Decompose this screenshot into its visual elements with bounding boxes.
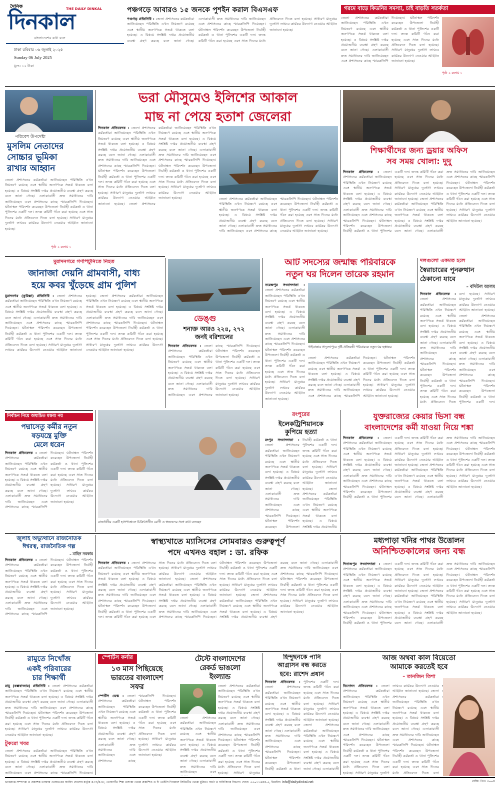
- footer-reg: রেজি: ডিএ ৩০০৪: [471, 779, 495, 783]
- fishing-boat-photo: [219, 126, 338, 194]
- sports-right-headline-2[interactable]: রেকর্ড ভাঙলো: [199, 664, 241, 672]
- dengue-body: দিনকাল প্রতিবেদক : জেলা প্রশাসনের কর্মকর্তারা জানিয়েছেন পরিস্থিতি এখন নিয়ন্ত্রণে রয়েছে এবং স্থানীয় জনগণকে সতর্ক থাকতে বলা হয়েছে। এ বিষয়ে সংশ্লিষ্ট দপ্তর প্রয়োজনীয় ব্যবস্থা গ্রহণ করছে বলে জানা গেছে। এলাকাবাসী দ্রুত সমাধানের দাবি জানিয়েছেন এবং প্রশাসনের কাছে স্মারকলিপি দিয়েছেন। ঘটনাস্থল পরিদর্শন করেছেন উপজেলা নির্বাহী কর্মকর্তা ও থানা পুলিশের একটি দল। তদন্ত কমিটি গঠন করা হয়েছে এবং সাত দিনের মধ্যে প্রতিবেদন দিতে বলা হয়েছে। সাধারণ মানুষের দুর্ভোগ লাঘবে কার্যকর উদ্যোগ নেওয়ার আহ্বান জানানো হয়েছে।: [168, 344, 260, 397]
- new-house-photo: [308, 283, 415, 343]
- muradnagar-headline-2[interactable]: হয়ে কবর খুঁড়েছে গ্রাম পুলিশ: [31, 280, 137, 292]
- cricketer-icon: [180, 684, 216, 714]
- footer-text: ভারপ্রাপ্ত সম্পাদক ও প্রকাশক ডাক্তার এজেডএম জাহিদ হোসেন কর্তৃক ৪৩৭/৪৩৮, তেজগাঁও শিল্প এলাকা থেকে প্রকাশিত ও দি ডেইলি দিনকাল লিমিটেড থেকে মুদ্রিত। বার্তা ও বাণিজ্যিক বিভাগ: ফোন: ৫৫০১১৬৪৪-৫, ইমেইল: info@dailydinkal.net: [5, 780, 314, 784]
- sports-right-headline-1[interactable]: টেস্টে বাংলাদেশের: [194, 655, 246, 663]
- muslim-headline-2[interactable]: সোচ্চার ভূমিকা: [7, 153, 58, 163]
- dudu-story: [343, 90, 495, 255]
- actress-photo: [443, 678, 495, 776]
- actress-portrait-icon: [443, 678, 495, 776]
- rangpur-kicker: রংপুরের: [292, 412, 310, 418]
- chuto-khobor-kicker: টুকরো খবর: [5, 741, 29, 747]
- oms-story: [265, 535, 337, 537]
- muslim-headline-1[interactable]: মুসলিম নেতাদের: [7, 142, 64, 152]
- visa-headline-1[interactable]: যুক্তরাজ্যের কেয়ার ভিসা বন্ধ: [373, 412, 465, 421]
- entertainment-headline-1[interactable]: আজ অথবা কাল বিয়েতো: [382, 654, 456, 662]
- hindu-headline-3[interactable]: হবে: রাশেদ প্রধান: [279, 670, 325, 678]
- masthead-date-bn: ঢাকা রবিবার ০৬ জুলাই ২০২৫: [14, 47, 64, 52]
- tarek-caption: গাইবান্ধার সাদুল্যাপুরে দৃষ্টি প্রতিবন্ধী পরিবারকে নতুন ঘর হস্তান্তর: [308, 345, 392, 349]
- padma-body: দিনকাল প্রতিবেদক : জেলা প্রশাসনের কর্মকর্তারা জানিয়েছেন পরিস্থিতি এখন নিয়ন্ত্রণে রয়েছে এবং স্থানীয় জনগণকে সতর্ক থাকতে বলা হয়েছে। এ বিষয়ে সংশ্লিষ্ট দপ্তর প্রয়োজনীয় ব্যবস্থা গ্রহণ করছে বলে জানা গেছে। এলাকাবাসী দ্রুত সমাধানের দাবি জানিয়েছেন এবং প্রশাসনের কাছে স্মারকলিপি দিয়েছেন। ঘটনাস্থল পরিদর্শন করেছেন উপজেলা নির্বাহী কর্মকর্তা ও থানা পুলিশের একটি দল। তদন্ত কমিটি গঠন করা হয়েছে এবং সাত দিনের মধ্যে প্রতিবেদন দিতে বলা হয়েছে। সাধারণ মানুষের দুর্ভোগ লাঘবে কার্যকর উদ্যোগ নেওয়ার আহ্বান জানানো হয়েছে।: [5, 451, 93, 510]
- tarek-body-right: জেলা প্রশাসনের কর্মকর্তারা জানিয়েছেন পরিস্থিতি এখন নিয়ন্ত্রণে রয়েছে এবং স্থানীয় জনগণকে সতর্ক থাকতে বলা হয়েছে। এ বিষয়ে সংশ্লিষ্ট দপ্তর প্রয়োজনীয় ব্যবস্থা গ্রহণ করছে বলে জানা গেছে। এলাকাবাসী দ্রুত সমাধানের দাবি জানিয়েছেন এবং প্রশাসনের কাছে স্মারকলিপি দিয়েছেন। ঘটনাস্থল পরিদর্শন করেছেন উপজেলা নির্বাহী কর্মকর্তা ও থানা পুলিশের একটি দল। তদন্ত কমিটি গঠন করা হয়েছে এবং সাত দিনের মধ্যে প্রতিবেদন দিতে বলা হয়েছে। সাধারণ মানুষের দুর্ভোগ লাঘবে কার্যকর উদ্যোগ নেওয়ার আহ্বান জানানো হয়েছে।: [308, 356, 415, 398]
- missing-headline-2[interactable]: একই পরিবারের: [26, 663, 72, 673]
- footer: [5, 779, 495, 786]
- stone-kicker: মধ্যপাড়া খনির পাথর উত্তোলন: [373, 536, 465, 545]
- muslim-body: জেলা প্রশাসনের কর্মকর্তারা জানিয়েছেন পরিস্থিতি এখন নিয়ন্ত্রণে রয়েছে এবং স্থানীয় জনগণকে সতর্ক থাকতে বলা হয়েছে। এ বিষয়ে সংশ্লিষ্ট দপ্তর প্রয়োজনীয় ব্যবস্থা গ্রহণ করছে বলে জানা গেছে। এলাকাবাসী দ্রুত সমাধানের দাবি জানিয়েছেন এবং প্রশাসনের কাছে স্মারকলিপি দিয়েছেন। ঘটনাস্থল পরিদর্শন করেছেন উপজেলা নির্বাহী কর্মকর্তা ও থানা পুলিশের একটি দল। তদন্ত কমিটি গঠন করা হয়েছে এবং সাত দিনের মধ্যে প্রতিবেদন দিতে বলা হয়েছে। সাধারণ মানুষের দুর্ভোগ লাঘবে কার্যকর উদ্যোগ নেওয়ার আহ্বান জানানো হয়েছে।: [5, 178, 93, 231]
- kidney-photo: [442, 17, 494, 67]
- missing-story: [5, 654, 93, 774]
- dudu-headline-1[interactable]: শিক্ষার্থীদের জন্য ড্রয়ার অফিস: [370, 145, 468, 155]
- dengue-story: [168, 259, 260, 409]
- top-story: [127, 5, 337, 83]
- muradnagar-body: মুরাদনগর (কুমিল্লা) প্রতিনিধি : জেলা প্রশাসনের কর্মকর্তারা জানিয়েছেন পরিস্থিতি এখন নিয়ন্ত্রণে রয়েছে এবং স্থানীয় জনগণকে সতর্ক থাকতে বলা হয়েছে। এ বিষয়ে সংশ্লিষ্ট দপ্তর প্রয়োজনীয় ব্যবস্থা গ্রহণ করছে বলে জানা গেছে। এলাকাবাসী দ্রুত সমাধানের দাবি জানিয়েছেন এবং প্রশাসনের কাছে স্মারকলিপি দিয়েছেন। ঘটনাস্থল পরিদর্শন করেছেন উপজেলা নির্বাহী কর্মকর্তা ও থানা পুলিশের একটি দল। তদন্ত কমিটি গঠন করা হয়েছে এবং সাত দিনের মধ্যে প্রতিবেদন দিতে বলা হয়েছে। সাধারণ মানুষের দুর্ভোগ লাঘবে কার্যকর উদ্যোগ নেওয়ার আহ্বান জানানো হয়েছে। জেলা প্রশাসনের কর্মকর্তারা জানিয়েছেন পরিস্থিতি এখন নিয়ন্ত্রণে রয়েছে এবং স্থানীয় জনগণকে সতর্ক থাকতে বলা হয়েছে। এ বিষয়ে সংশ্লিষ্ট দপ্তর প্রয়োজনীয় ব্যবস্থা গ্রহণ করছে বলে জানা গেছে। এলাকাবাসী দ্রুত সমাধানের দাবি জানিয়েছেন এবং প্রশাসনের কাছে স্মারকলিপি দিয়েছেন। ঘটনাস্থল পরিদর্শন করেছেন উপজেলা নির্বাহী কর্মকর্তা ও থানা পুলিশের একটি দল। তদন্ত কমিটি গঠন করা হয়েছে এবং সাত দিনের মধ্যে প্রতিবেদন দিতে বলা হয়েছে। সাধারণ মানুষের দুর্ভোগ লাঘবে কার্যকর উদ্যোগ নেওয়ার আহ্বান জানানো হয়েছে।: [5, 294, 163, 353]
- masthead-date-en: Sunday 06 July 2025: [14, 55, 52, 60]
- sports-right-headline-3[interactable]: ইংল্যান্ড: [209, 673, 231, 681]
- visa-headline-2[interactable]: বাংলাদেশের কর্মী যাওয়া নিয়ে শঙ্কা: [364, 422, 474, 432]
- muradnagar-story: [5, 259, 163, 409]
- hindu-body: দিনকাল প্রতিবেদক : জেলা প্রশাসনের কর্মকর্তারা জানিয়েছেন পরিস্থিতি এখন নিয়ন্ত্রণে রয়েছে এবং স্থানীয় জনগণকে সতর্ক থাকতে বলা হয়েছে। এ বিষয়ে সংশ্লিষ্ট দপ্তর প্রয়োজনীয় ব্যবস্থা গ্রহণ করছে বলে জানা গেছে। এলাকাবাসী দ্রুত সমাধানের দাবি জানিয়েছেন এবং প্রশাসনের কাছে স্মারকলিপি দিয়েছেন। ঘটনাস্থল পরিদর্শন করেছেন উপজেলা নির্বাহী কর্মকর্তা ও থানা পুলিশের একটি দল। তদন্ত কমিটি গঠন করা হয়েছে এবং সাত দিনের মধ্যে প্রতিবেদন দিতে বলা হয়েছে। সাধারণ মানুষের দুর্ভোগ লাঘবে কার্যকর উদ্যোগ নেওয়ার আহ্বান জানানো হয়েছে। জেলা প্রশাসনের কর্মকর্তারা জানিয়েছেন পরিস্থিতি এখন নিয়ন্ত্রণে রয়েছে এবং স্থানীয় জনগণকে সতর্ক থাকতে বলা হয়েছে। এ বিষয়ে সংশ্লিষ্ট দপ্তর প্রয়োজনীয় ব্যবস্থা গ্রহণ করছে বলে জানা গেছে। এলাকাবাসী: [265, 680, 339, 771]
- tarek-headline-1[interactable]: আট সদস্যের জন্মান্ধ পরিবারকে: [284, 258, 396, 268]
- dengue-label: ডেঙ্গু: [194, 314, 217, 323]
- sports-left-headline-1[interactable]: ১৩ মাস পিছিয়েছে: [111, 665, 163, 673]
- padma-headline-3[interactable]: মেলে ধরেন: [33, 441, 65, 450]
- padma-headline-1[interactable]: পদ্মাসেতু কর্মীর নতুন: [21, 422, 77, 431]
- health-headline-2[interactable]: পদে এখনও বহাল : ডা. রফিক: [167, 547, 269, 558]
- tarek-body-left: নরেন্দ্রপুর সংবাদদাতা : জেলা প্রশাসনের কর্মকর্তারা জানিয়েছেন পরিস্থিতি এখন নিয়ন্ত্রণে রয়েছে এবং স্থানীয় জনগণকে সতর্ক থাকতে বলা হয়েছে। এ বিষয়ে সংশ্লিষ্ট দপ্তর প্রয়োজনীয় ব্যবস্থা গ্রহণ করছে বলে জানা গেছে। এলাকাবাসী দ্রুত সমাধানের দাবি জানিয়েছেন এবং প্রশাসনের কাছে স্মারকলিপি দিয়েছেন। ঘটনাস্থল পরিদর্শন করেছেন উপজেলা নির্বাহী কর্মকর্তা ও থানা পুলিশের একটি দল। তদন্ত কমিটি গঠন করা হয়েছে এবং সাত দিনের মধ্যে প্রতিবেদন দিতে বলা হয়েছে। সাধারণ মানুষের দুর্ভোগ লাঘবে কার্যকর উদ্যোগ নেওয়ার আহ্বান জানানো হয়েছে।: [265, 283, 305, 401]
- stone-body: দিনাজপুর সংবাদদাতা : জেলা প্রশাসনের কর্মকর্তারা জানিয়েছেন পরিস্থিতি এখন নিয়ন্ত্রণে রয়েছে এবং স্থানীয় জনগণকে সতর্ক থাকতে বলা হয়েছে। এ বিষয়ে সংশ্লিষ্ট দপ্তর প্রয়োজনীয় ব্যবস্থা গ্রহণ করছে বলে জানা গেছে। এলাকাবাসী দ্রুত সমাধানের দাবি জানিয়েছেন এবং প্রশাসনের কাছে স্মারকলিপি দিয়েছেন। ঘটনাস্থল পরিদর্শন করেছেন উপজেলা নির্বাহী কর্মকর্তা ও থানা পুলিশের একটি দল। তদন্ত কমিটি গঠন করা হয়েছে এবং সাত দিনের মধ্যে প্রতিবেদন দিতে বলা হয়েছে। সাধারণ মানুষের দুর্ভোগ লাঘবে কার্যকর উদ্যোগ নেওয়ার আহ্বান জানানো হয়েছে। জেলা প্রশাসনের কর্মকর্তারা জানিয়েছেন পরিস্থিতি এখন নিয়ন্ত্রণে রয়েছে এবং স্থানীয় জনগণকে সতর্ক থাকতে বলা হয়েছে। এ বিষয়ে সংশ্লিষ্ট দপ্তর প্রয়োজনীয় ব্যবস্থা গ্রহণ করছে বলে জানা গেছে। এলাকাবাসী দ্রুত সমাধানের দাবি জানিয়েছেন এবং প্রশাসনের কাছে স্মারকলিপি দিয়েছেন। ঘটনাস্থল পরিদর্শন করেছেন উপজেলা নির্বাহী কর্মকর্তা ও থানা পুলিশের একটি দল। তদন্ত কমিটি গঠন করা হয়েছে এবং সাত দিনের মধ্যে প্রতিবেদন দিতে বলা হয়েছে। সাধারণ মানুষের দুর্ভোগ লাঘবে কার্যকর উদ্যোগ নেওয়ার আহ্বান জানানো হয়েছে।: [343, 562, 495, 626]
- muslim-story: [5, 90, 93, 252]
- tarek-headline-2[interactable]: নতুন ঘর দিলেন তারেক রহমান: [286, 269, 394, 280]
- visa-body: দিনকাল প্রতিবেদক : জেলা প্রশাসনের কর্মকর্তারা জানিয়েছেন পরিস্থিতি এখন নিয়ন্ত্রণে রয়েছে এবং স্থানীয় জনগণকে সতর্ক থাকতে বলা হয়েছে। এ বিষয়ে সংশ্লিষ্ট দপ্তর প্রয়োজনীয় ব্যবস্থা গ্রহণ করছে বলে জানা গেছে। এলাকাবাসী দ্রুত সমাধানের দাবি জানিয়েছেন এবং প্রশাসনের কাছে স্মারকলিপি দিয়েছেন। ঘটনাস্থল পরিদর্শন করেছেন উপজেলা নির্বাহী কর্মকর্তা ও থানা পুলিশের একটি দল। তদন্ত কমিটি গঠন করা হয়েছে এবং সাত দিনের মধ্যে প্রতিবেদন দিতে বলা হয়েছে। সাধারণ মানুষের দুর্ভোগ লাঘবে কার্যকর উদ্যোগ নেওয়ার আহ্বান জানানো হয়েছে। জেলা প্রশাসনের কর্মকর্তারা জানিয়েছেন পরিস্থিতি এখন নিয়ন্ত্রণে রয়েছে এবং স্থানীয় জনগণকে সতর্ক থাকতে বলা হয়েছে। এ বিষয়ে সংশ্লিষ্ট দপ্তর প্রয়োজনীয় ব্যবস্থা গ্রহণ করছে বলে জানা গেছে। এলাকাবাসী দ্রুত সমাধানের দাবি জানিয়েছেন এবং প্রশাসনের কাছে স্মারকলিপি দিয়েছেন। ঘটনাস্থল পরিদর্শন করেছেন উপজেলা নির্বাহী কর্মকর্তা ও থানা পুলিশের একটি দল। তদন্ত কমিটি গঠন করা হয়েছে এবং সাত দিনের মধ্যে প্রতিবেদন দিতে বলা হয়েছে। সাধারণ মানুষের দুর্ভোগ লাঘবে কার্যকর উদ্যোগ নেওয়ার আহ্বান জানানো হয়েছে।: [343, 436, 495, 500]
- lead-story: [98, 90, 338, 255]
- health-body: দিনকাল প্রতিবেদক : জেলা প্রশাসনের কর্মকর্তারা জানিয়েছেন পরিস্থিতি এখন নিয়ন্ত্রণে রয়েছে এবং স্থানীয় জনগণকে সতর্ক থাকতে বলা হয়েছে। এ বিষয়ে সংশ্লিষ্ট দপ্তর প্রয়োজনীয় ব্যবস্থা গ্রহণ করছে বলে জানা গেছে। এলাকাবাসী দ্রুত সমাধানের দাবি জানিয়েছেন এবং প্রশাসনের কাছে স্মারকলিপি দিয়েছেন। ঘটনাস্থল পরিদর্শন করেছেন উপজেলা নির্বাহী কর্মকর্তা ও থানা পুলিশের একটি দল। তদন্ত কমিটি গঠন করা হয়েছে এবং সাত দিনের মধ্যে প্রতিবেদন দিতে বলা হয়েছে। সাধারণ মানুষের দুর্ভোগ লাঘবে কার্যকর উদ্যোগ নেওয়ার আহ্বান জানানো হয়েছে। জেলা প্রশাসনের কর্মকর্তারা জানিয়েছেন পরিস্থিতি এখন নিয়ন্ত্রণে রয়েছে এবং স্থানীয় জনগণকে সতর্ক থাকতে বলা হয়েছে। এ বিষয়ে সংশ্লিষ্ট দপ্তর প্রয়োজনীয় ব্যবস্থা গ্রহণ করছে বলে জানা গেছে। এলাকাবাসী দ্রুত সমাধানের দাবি জানিয়েছেন এবং প্রশাসনের কাছে স্মারকলিপি দিয়েছেন। ঘটনাস্থল পরিদর্শন করেছেন উপজেলা নির্বাহী কর্মকর্তা ও থানা পুলিশের একটি দল। তদন্ত কমিটি গঠন করা হয়েছে এবং সাত দিনের মধ্যে প্রতিবেদন দিতে বলা হয়েছে। সাধারণ মানুষের দুর্ভোগ লাঘবে কার্যকর উদ্যোগ নেওয়ার আহ্বান জানানো হয়েছে। জেলা প্রশাসনের কর্মকর্তারা জানিয়েছেন পরিস্থিতি এখন নিয়ন্ত্রণে রয়েছে এবং স্থানীয় জনগণকে সতর্ক থাকতে বলা হয়েছে। এ বিষয়ে সংশ্লিষ্ট দপ্তর প্রয়োজনীয় ব্যবস্থা গ্রহণ করছে বলে জানা গেছে। এলাকাবাসী দ্রুত সমাধানের দাবি জানিয়েছেন এবং প্রশাসনের কাছে স্মারকলিপি দিয়েছেন। ঘটনাস্থল পরিদর্শন করেছেন উপজেলা নির্বাহী কর্মকর্তা ও থানা পুলিশের একটি দল। তদন্ত কমিটি গঠন করা হয়েছে এবং সাত দিনের মধ্যে প্রতিবেদন দিতে বলা হয়েছে। সাধারণ মানুষের দুর্ভোগ লাঘবে কার্যকর উদ্যোগ নেওয়ার আহ্বান জানানো হয়েছে।: [98, 561, 338, 620]
- july-headline-2[interactable]: ঈশ্বরত্ব, রাজনৈতিক গল্প: [22, 543, 76, 550]
- stone-headline-1[interactable]: অনিশ্চিতকালের জন্য বন্ধ: [372, 545, 466, 557]
- top-story-body: পঞ্চগড় প্রতিনিধি : জেলা প্রশাসনের কর্মকর্তারা জানিয়েছেন পরিস্থিতি এখন নিয়ন্ত্রণে রয়েছে এবং স্থানীয় জনগণকে সতর্ক থাকতে বলা হয়েছে। এ বিষয়ে সংশ্লিষ্ট দপ্তর প্রয়োজনীয় ব্যবস্থা গ্রহণ করছে বলে জানা গেছে। এলাকাবাসী দ্রুত সমাধানের দাবি জানিয়েছেন এবং প্রশাসনের কাছে স্মারকলিপি দিয়েছেন। ঘটনাস্থল পরিদর্শন করেছেন উপজেলা নির্বাহী কর্মকর্তা ও থানা পুলিশের একটি দল। তদন্ত কমিটি গঠন করা হয়েছে এবং সাত দিনের মধ্যে প্রতিবেদন দিতে বলা হয়েছে। সাধারণ মানুষের দুর্ভোগ লাঘবে কার্যকর উদ্যোগ নেওয়ার আহ্বান জানানো হয়েছে।: [127, 17, 337, 43]
- july-body: দিনকাল প্রতিবেদক : জেলা প্রশাসনের কর্মকর্তারা জানিয়েছেন পরিস্থিতি এখন নিয়ন্ত্রণে রয়েছে এবং স্থানীয় জনগণকে সতর্ক থাকতে বলা হয়েছে। এ বিষয়ে সংশ্লিষ্ট দপ্তর প্রয়োজনীয় ব্যবস্থা গ্রহণ করছে বলে জানা গেছে। এলাকাবাসী দ্রুত সমাধানের দাবি জানিয়েছেন এবং প্রশাসনের কাছে স্মারকলিপি দিয়েছেন। ঘটনাস্থল পরিদর্শন করেছেন উপজেলা নির্বাহী কর্মকর্তা ও থানা পুলিশের একটি দল। তদন্ত কমিটি গঠন করা হয়েছে এবং সাত দিনের মধ্যে প্রতিবেদন দিতে বলা হয়েছে। সাধারণ মানুষের দুর্ভোগ লাঘবে কার্যকর উদ্যোগ নেওয়ার আহ্বান জানানো হয়েছে।: [5, 558, 93, 617]
- missing-headline-1[interactable]: রামুতে নিখোঁজ: [27, 654, 71, 663]
- health-headline-1[interactable]: স্বাস্থ্যখাতে ম্যাসিসের সোমবারও গুরুত্বপূর্ণ: [150, 536, 286, 546]
- padma-story: [5, 413, 93, 531]
- side-top-story: [341, 5, 495, 85]
- july-story: [5, 536, 93, 648]
- rangpur-body: রংপুর সংবাদদাতা : জেলা প্রশাসনের কর্মকর্তারা জানিয়েছেন পরিস্থিতি এখন নিয়ন্ত্রণে রয়েছে এবং স্থানীয় জনগণকে সতর্ক থাকতে বলা হয়েছে। এ বিষয়ে সংশ্লিষ্ট দপ্তর প্রয়োজনীয় ব্যবস্থা গ্রহণ করছে বলে জানা গেছে। এলাকাবাসী দ্রুত সমাধানের দাবি জানিয়েছেন এবং প্রশাসনের কাছে স্মারকলিপি দিয়েছেন। ঘটনাস্থল পরিদর্শন করেছেন উপজেলা নির্বাহী কর্মকর্তা ও থানা পুলিশের একটি দল। তদন্ত কমিটি গঠন করা হয়েছে এবং সাত দিনের মধ্যে প্রতিবেদন দিতে বলা হয়েছে। সাধারণ মানুষের দুর্ভোগ লাঘবে কার্যকর উদ্যোগ নেওয়ার আহ্বান জানানো হয়েছে। জেলা প্রশাসনের কর্মকর্তারা জানিয়েছেন পরিস্থিতি এখন নিয়ন্ত্রণে রয়েছে এবং স্থানীয় জনগণকে সতর্ক থাকতে বলা হয়েছে। এ বিষয়ে সংশ্লিষ্ট দপ্তর প্রয়োজনীয়: [265, 438, 337, 529]
- stone-story: [343, 536, 495, 650]
- muslim-more[interactable]: পৃষ্ঠা ২ কলাম ১: [51, 245, 72, 249]
- health-story: [98, 536, 338, 650]
- lead-body-left: দিনকাল প্রতিবেদক : জেলা প্রশাসনের কর্মকর্তারা জানিয়েছেন পরিস্থিতি এখন নিয়ন্ত্রণে রয়েছে এবং স্থানীয় জনগণকে সতর্ক থাকতে বলা হয়েছে। এ বিষয়ে সংশ্লিষ্ট দপ্তর প্রয়োজনীয় ব্যবস্থা গ্রহণ করছে বলে জানা গেছে। এলাকাবাসী দ্রুত সমাধানের দাবি জানিয়েছেন এবং প্রশাসনের কাছে স্মারকলিপি দিয়েছেন। ঘটনাস্থল পরিদর্শন করেছেন উপজেলা নির্বাহী কর্মকর্তা ও থানা পুলিশের একটি দল। তদন্ত কমিটি গঠন করা হয়েছে এবং সাত দিনের মধ্যে প্রতিবেদন দিতে বলা হয়েছে। সাধারণ মানুষের দুর্ভোগ লাঘবে কার্যকর উদ্যোগ নেওয়ার আহ্বান জানানো হয়েছে। জেলা প্রশাসনের কর্মকর্তারা জানিয়েছেন পরিস্থিতি এখন নিয়ন্ত্রণে রয়েছে এবং স্থানীয় জনগণকে সতর্ক থাকতে বলা হয়েছে। এ বিষয়ে সংশ্লিষ্ট দপ্তর প্রয়োজনীয় ব্যবস্থা গ্রহণ করছে বলে জানা গেছে। এলাকাবাসী দ্রুত সমাধানের দাবি জানিয়েছেন এবং প্রশাসনের কাছে স্মারকলিপি দিয়েছেন। ঘটনাস্থল পরিদর্শন করেছেন উপজেলা নির্বাহী কর্মকর্তা ও থানা পুলিশের একটি দল। তদন্ত কমিটি গঠন করা হয়েছে এবং সাত দিনের মধ্যে প্রতিবেদন দিতে বলা হয়েছে। সাধারণ মানুষের দুর্ভোগ লাঘবে কার্যকর উদ্যোগ নেওয়ার আহ্বান জানানো হয়েছে।: [98, 126, 216, 206]
- side-top-story-headline[interactable]: গরমে বাড়ে কিডনির সমস্যা, চাই বাড়তি সতর্কতা: [341, 5, 495, 14]
- masthead-logo-small: দৈনিক: [10, 4, 23, 10]
- speaker-portrait-icon: [343, 90, 495, 142]
- lead-headline-1[interactable]: ভরা মৌসুমেও ইলিশের আকাল: [138, 91, 298, 106]
- hospital-scene-icon: [98, 410, 260, 518]
- dolgon-sub: – বদিউল আলম: [466, 284, 495, 290]
- advisor-photo: [5, 90, 93, 132]
- river-photo: [168, 259, 260, 311]
- tarek-story: [265, 258, 415, 408]
- sports-section: [98, 654, 260, 776]
- advisor-portrait-icon: [5, 90, 93, 132]
- dudu-headline-2[interactable]: সব সময় খোলা: দুদু: [386, 156, 452, 166]
- house-icon: [308, 283, 415, 343]
- sports-left-body: স্পোর্টস ডেস্ক : জেলা প্রশাসনের কর্মকর্তারা জানিয়েছেন পরিস্থিতি এখন নিয়ন্ত্রণে রয়েছে এবং স্থানীয় জনগণকে সতর্ক থাকতে বলা হয়েছে। এ বিষয়ে সংশ্লিষ্ট দপ্তর প্রয়োজনীয় ব্যবস্থা গ্রহণ করছে বলে জানা গেছে। এলাকাবাসী দ্রুত সমাধানের দাবি জানিয়েছেন এবং প্রশাসনের কাছে স্মারকলিপি দিয়েছেন। ঘটনাস্থল পরিদর্শন করেছেন উপজেলা নির্বাহী কর্মকর্তা ও থানা পুলিশের একটি দল। তদন্ত কমিটি গঠন করা হয়েছে এবং সাত দিনের মধ্যে প্রতিবেদন দিতে বলা হয়েছে। সাধারণ মানুষের দুর্ভোগ লাঘবে কার্যকর উদ্যোগ নেওয়ার আহ্বান জানানো হয়েছে।: [98, 694, 176, 763]
- hindu-story: [265, 654, 339, 776]
- sports-label: স্পোর্টস কর্নার: [98, 654, 137, 664]
- masthead-logo: দিনকাল: [8, 9, 76, 35]
- dolgon-headline-2[interactable]: ঠেকানো যাবে: [420, 274, 456, 283]
- side-top-story-body: জেলা প্রশাসনের কর্মকর্তারা জানিয়েছেন পরিস্থিতি এখন নিয়ন্ত্রণে রয়েছে এবং স্থানীয় জনগণকে সতর্ক থাকতে বলা হয়েছে। এ বিষয়ে সংশ্লিষ্ট দপ্তর প্রয়োজনীয় ব্যবস্থা গ্রহণ করছে বলে জানা গেছে। এলাকাবাসী দ্রুত সমাধানের দাবি জানিয়েছেন এবং প্রশাসনের কাছে স্মারকলিপি দিয়েছেন। ঘটনাস্থল পরিদর্শন করেছেন উপজেলা নির্বাহী কর্মকর্তা ও থানা পুলিশের একটি দল। তদন্ত কমিটি গঠন করা হয়েছে এবং সাত দিনের মধ্যে প্রতিবেদন দিতে বলা হয়েছে। সাধারণ মানুষের দুর্ভোগ লাঘবে কার্যকর উদ্যোগ নেওয়ার আহ্বান জানানো হয়েছে।: [341, 16, 439, 64]
- hindu-headline-1[interactable]: হিন্দুছনকে পানি: [283, 654, 321, 661]
- dengue-headline-2[interactable]: জনই বরিশালের: [195, 334, 233, 341]
- muslim-kicker: পরিবেশ উপদেষ্টা: [15, 135, 46, 140]
- entertainment-story: [343, 654, 495, 776]
- dolgon-kicker: দলগুলো একমত হলে: [420, 258, 466, 264]
- padma-kicker: নির্বাচন নিয়ে অযাচিত মন্তব্য নয়: [5, 413, 93, 421]
- fishing-boat-icon: [219, 126, 338, 194]
- masthead: [6, 4, 124, 76]
- muslim-headline-3[interactable]: রাখার আহ্বান: [7, 164, 56, 174]
- dolgon-body: দিনকাল প্রতিবেদক : জেলা প্রশাসনের কর্মকর্তারা জানিয়েছেন পরিস্থিতি এখন নিয়ন্ত্রণে রয়েছে এবং স্থানীয় জনগণকে সতর্ক থাকতে বলা হয়েছে। এ বিষয়ে সংশ্লিষ্ট দপ্তর প্রয়োজনীয় ব্যবস্থা গ্রহণ করছে বলে জানা গেছে। এলাকাবাসী দ্রুত সমাধানের দাবি জানিয়েছেন এবং প্রশাসনের কাছে স্মারকলিপি দিয়েছেন। ঘটনাস্থল পরিদর্শন করেছেন উপজেলা নির্বাহী কর্মকর্তা ও থানা পুলিশের একটি দল। তদন্ত কমিটি গঠন করা হয়েছে এবং সাত দিনের মধ্যে প্রতিবেদন দিতে বলা হয়েছে। সাধারণ মানুষের দুর্ভোগ লাঘবে কার্যকর উদ্যোগ নেওয়ার আহ্বান জানানো হয়েছে। জেলা প্রশাসনের কর্মকর্তারা জানিয়েছেন পরিস্থিতি এখন নিয়ন্ত্রণে রয়েছে এবং স্থানীয় জনগণকে সতর্ক থাকতে বলা হয়েছে। এ বিষয়ে সংশ্লিষ্ট দপ্তর প্রয়োজনীয় ব্যবস্থা গ্রহণ করছে বলে জানা গেছে। এলাকাবাসী দ্রুত সমাধানের দাবি জানিয়েছেন এবং প্রশাসনের কাছে স্মারকলিপি দিয়েছেন। ঘটনাস্থল পরিদর্শন করেছেন উপজেলা নির্বাহী কর্মকর্তা ও থানা পুলিশের একটি দল।: [420, 292, 495, 405]
- entertainment-headline-2[interactable]: আমাকে করতেই হবে: [390, 663, 448, 672]
- rangpur-story: [265, 412, 337, 532]
- rangpur-headline-2[interactable]: কুপিয়ে হত্যা: [284, 428, 318, 437]
- sports-right-body-2: জেলা প্রশাসনের কর্মকর্তারা জানিয়েছেন পরিস্থিতি এখন নিয়ন্ত্রণে রয়েছে এবং স্থানীয় জনগণকে সতর্ক থাকতে বলা হয়েছে। এ বিষয়ে সংশ্লিষ্ট দপ্তর প্রয়োজনীয় ব্যবস্থা গ্রহণ করছে বলে জানা গেছে। এলাকাবাসী দ্রুত সমাধানের দাবি জানিয়েছেন এবং: [180, 716, 216, 775]
- sports-left-headline-2[interactable]: ভারতের বাংলাদেশ: [110, 674, 164, 682]
- cricket-photo: [180, 684, 216, 714]
- missing-headline-3[interactable]: চার শিক্ষার্থী: [32, 673, 66, 683]
- muradnagar-kicker: মুরাদনগরে গণপিটুনিতে নিহত: [53, 259, 115, 265]
- lead-body-right: জেলা প্রশাসনের কর্মকর্তারা জানিয়েছেন পরিস্থিতি এখন নিয়ন্ত্রণে রয়েছে এবং স্থানীয় জনগণকে সতর্ক থাকতে বলা হয়েছে। এ বিষয়ে সংশ্লিষ্ট দপ্তর প্রয়োজনীয় ব্যবস্থা গ্রহণ করছে বলে জানা গেছে। এলাকাবাসী দ্রুত সমাধানের দাবি জানিয়েছেন এবং প্রশাসনের কাছে স্মারকলিপি দিয়েছেন। ঘটনাস্থল পরিদর্শন করেছেন উপজেলা নির্বাহী কর্মকর্তা ও থানা পুলিশের একটি দল। তদন্ত কমিটি গঠন করা হয়েছে এবং সাত দিনের মধ্যে প্রতিবেদন দিতে বলা হয়েছে। সাধারণ মানুষের দুর্ভোগ লাঘবে কার্যকর উদ্যোগ নেওয়ার আহ্বান জানানো হয়েছে।: [219, 197, 338, 234]
- river-boats-icon: [168, 259, 260, 311]
- dolgon-headline-1[interactable]: স্বৈরাচারের পুনরুত্থান: [420, 266, 475, 275]
- july-sub: – মাহিন সরকার: [69, 551, 93, 557]
- top-story-headline[interactable]: পঞ্চগড়ে আবারও ১৫ জনকে পুশইন করাল বিএসএফ: [127, 5, 279, 14]
- hospital-photo: [98, 410, 260, 518]
- chuto-khobor-body: জেলা প্রশাসনের কর্মকর্তারা জানিয়েছেন পরিস্থিতি এখন নিয়ন্ত্রণে রয়েছে এবং স্থানীয় জনগণকে সতর্ক থাকতে বলা হয়েছে। এ বিষয়ে সংশ্লিষ্ট দপ্তর প্রয়োজনীয় ব্যবস্থা গ্রহণ করছে বলে জানা গেছে। এলাকাবাসী দ্রুত সমাধানের দাবি জানিয়েছেন এবং প্রশাসনের কাছে স্মারকলিপি দিয়েছেন।: [5, 749, 93, 774]
- dudu-body: দিনকাল প্রতিবেদক : জেলা প্রশাসনের কর্মকর্তারা জানিয়েছেন পরিস্থিতি এখন নিয়ন্ত্রণে রয়েছে এবং স্থানীয় জনগণকে সতর্ক থাকতে বলা হয়েছে। এ বিষয়ে সংশ্লিষ্ট দপ্তর প্রয়োজনীয় ব্যবস্থা গ্রহণ করছে বলে জানা গেছে। এলাকাবাসী দ্রুত সমাধানের দাবি জানিয়েছেন এবং প্রশাসনের কাছে স্মারকলিপি দিয়েছেন। ঘটনাস্থল পরিদর্শন করেছেন উপজেলা নির্বাহী কর্মকর্তা ও থানা পুলিশের একটি দল। তদন্ত কমিটি গঠন করা হয়েছে এবং সাত দিনের মধ্যে প্রতিবেদন দিতে বলা হয়েছে। সাধারণ মানুষের দুর্ভোগ লাঘবে কার্যকর উদ্যোগ নেওয়ার আহ্বান জানানো হয়েছে। জেলা প্রশাসনের কর্মকর্তারা জানিয়েছেন পরিস্থিতি এখন নিয়ন্ত্রণে রয়েছে এবং স্থানীয় জনগণকে সতর্ক থাকতে বলা হয়েছে। এ বিষয়ে সংশ্লিষ্ট দপ্তর প্রয়োজনীয় ব্যবস্থা গ্রহণ করছে বলে জানা গেছে। এলাকাবাসী দ্রুত সমাধানের দাবি জানিয়েছেন এবং প্রশাসনের কাছে স্মারকলিপি দিয়েছেন। ঘটনাস্থল পরিদর্শন করেছেন উপজেলা নির্বাহী কর্মকর্তা ও থানা পুলিশের একটি দল। তদন্ত কমিটি গঠন করা হয়েছে এবং সাত দিনের মধ্যে প্রতিবেদন দিতে বলা হয়েছে। সাধারণ মানুষের দুর্ভোগ লাঘবে কার্যকর উদ্যোগ নেওয়ার আহ্বান জানানো হয়েছে।: [343, 170, 495, 234]
- masthead-tagline: বাংলাদেশের কথা বলে: [34, 36, 66, 40]
- dengue-headline-1[interactable]: শনাক্ত আরও ২২৪, ২৭২: [183, 326, 245, 333]
- july-headline-1[interactable]: জুলাই অভ্যুত্থানে রাজনৈতিক: [16, 536, 82, 542]
- visa-story: [343, 412, 495, 532]
- kidney-illustration-icon: [442, 17, 494, 67]
- missing-body: রামু (কক্সবাজার) প্রতিনিধি : জেলা প্রশাসনের কর্মকর্তারা জানিয়েছেন পরিস্থিতি এখন নিয়ন্ত্রণে রয়েছে এবং স্থানীয় জনগণকে সতর্ক থাকতে বলা হয়েছে। এ বিষয়ে সংশ্লিষ্ট দপ্তর প্রয়োজনীয় ব্যবস্থা গ্রহণ করছে বলে জানা গেছে। এলাকাবাসী দ্রুত সমাধানের দাবি জানিয়েছেন এবং প্রশাসনের কাছে স্মারকলিপি দিয়েছেন। ঘটনাস্থল পরিদর্শন করেছেন উপজেলা নির্বাহী কর্মকর্তা ও থানা পুলিশের একটি দল। তদন্ত কমিটি গঠন করা হয়েছে এবং সাত দিনের মধ্যে প্রতিবেদন দিতে বলা হয়েছে। সাধারণ মানুষের দুর্ভোগ লাঘবে কার্যকর উদ্যোগ নেওয়ার আহ্বান জানানো হয়েছে।: [5, 684, 93, 737]
- rangpur-headline-1[interactable]: ইলেকট্রিশিয়ানকে: [278, 419, 324, 428]
- padma-headline-2[interactable]: ষড়যন্ত্রে মুক্তি: [31, 432, 67, 441]
- muradnagar-headline-1[interactable]: জানাজা দেয়নি গ্রামবাসী, বাধ্য: [28, 268, 140, 280]
- side-top-story-more[interactable]: পৃষ্ঠা ২ কলাম ১: [442, 71, 463, 75]
- dolgon-story: [420, 258, 495, 408]
- sports-left-headline-3[interactable]: সফর: [130, 683, 144, 691]
- hindu-headline-2[interactable]: আগ্রাসন বন্ধ করতে: [277, 662, 327, 670]
- health-caption: রাজধানীর একটি হাসপাতালে চিকিৎসাধীন রোগী ও স্বজনদের সঙ্গে কথা বলছেন: [98, 520, 202, 524]
- sports-right-body: জেলা প্রশাসনের কর্মকর্তারা জানিয়েছেন পরিস্থিতি এখন নিয়ন্ত্রণে রয়েছে এবং স্থানীয় জনগণকে সতর্ক থাকতে বলা হয়েছে। এ বিষয়ে সংশ্লিষ্ট দপ্তর প্রয়োজনীয় ব্যবস্থা গ্রহণ করছে বলে জানা গেছে। এলাকাবাসী দ্রুত সমাধানের দাবি জানিয়েছেন এবং প্রশাসনের কাছে স্মারকলিপি দিয়েছেন। ঘটনাস্থল পরিদর্শন করেছেন উপজেলা নির্বাহী কর্মকর্তা ও থানা পুলিশের একটি দল। তদন্ত কমিটি গঠন করা হয়েছে এবং সাত দিনের মধ্যে প্রতিবেদন দিতে বলা হয়েছে। সাধারণ মানুষের: [218, 684, 260, 775]
- entertainment-body: বিনোদন প্রতিবেদক : জেলা প্রশাসনের কর্মকর্তারা জানিয়েছেন পরিস্থিতি এখন নিয়ন্ত্রণে রয়েছে এবং স্থানীয় জনগণকে সতর্ক থাকতে বলা হয়েছে। এ বিষয়ে সংশ্লিষ্ট দপ্তর প্রয়োজনীয় ব্যবস্থা গ্রহণ করছে বলে জানা গেছে। এলাকাবাসী দ্রুত সমাধানের দাবি জানিয়েছেন এবং প্রশাসনের কাছে স্মারকলিপি দিয়েছেন। ঘটনাস্থল পরিদর্শন করেছেন উপজেলা নির্বাহী কর্মকর্তা ও থানা পুলিশের একটি দল। তদন্ত কমিটি গঠন করা হয়েছে এবং সাত দিনের মধ্যে প্রতিবেদন দিতে বলা হয়েছে। সাধারণ মানুষের দুর্ভোগ লাঘবে কার্যকর উদ্যোগ নেওয়ার আহ্বান জানানো হয়েছে। জেলা প্রশাসনের কর্মকর্তারা জানিয়েছেন পরিস্থিতি এখন নিয়ন্ত্রণে রয়েছে এবং স্থানীয় জনগণকে সতর্ক থাকতে বলা হয়েছে। এ বিষয়ে সংশ্লিষ্ট দপ্তর প্রয়োজনীয় ব্যবস্থা গ্রহণ করছে বলে জানা গেছে। এলাকাবাসী দ্রুত সমাধানের দাবি জানিয়েছেন এবং প্রশাসনের কাছে স্মারকলিপি দিয়েছেন। ঘটনাস্থল পরিদর্শন করেছেন উপজেলা নির্বাহী কর্মকর্তা ও থানা পুলিশের একটি দল। তদন্ত কমিটি গঠন করা হয়েছে এবং সাত দিনের মধ্যে প্রতিবেদন দিতে বলা: [343, 684, 439, 775]
- masthead-logo-english: THE DAILY DINKAL: [66, 7, 103, 11]
- masthead-price: মূল্য: ১২ টাকা: [14, 64, 34, 68]
- entertainment-sub: – তানজিন তিশা: [402, 673, 436, 680]
- lead-headline-2[interactable]: মাছ না পেয়ে হতাশ জেলেরা: [144, 109, 292, 125]
- dudu-photo: [343, 90, 495, 142]
